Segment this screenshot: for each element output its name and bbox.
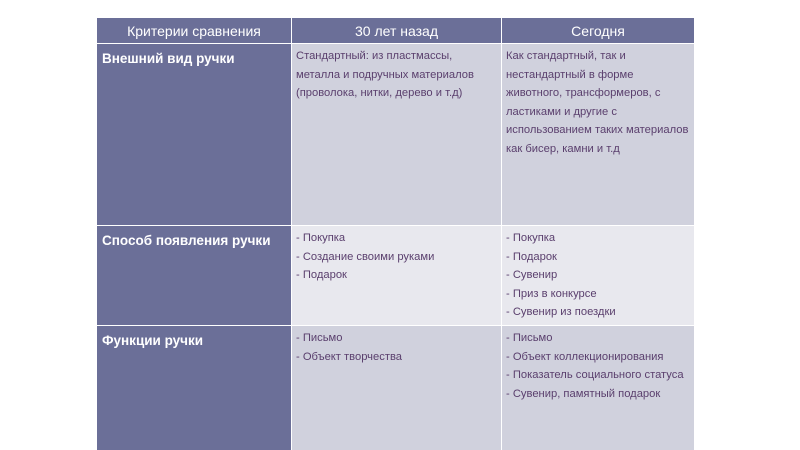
header-today: Сегодня (502, 18, 695, 44)
list-item: - Письмо (506, 332, 553, 344)
cell-origin-now (502, 226, 695, 326)
row-criterion-functions: Функции ручки (97, 326, 292, 450)
comparison-table (96, 17, 695, 450)
list-item: - Приз в конкурсе (506, 287, 597, 300)
list-item: - Покупка (506, 232, 556, 244)
cell-appearance-now (502, 44, 695, 226)
list-item: - Показатель социального статуса (506, 369, 684, 381)
table-row (97, 226, 695, 326)
cell-origin-then (292, 226, 502, 326)
list-item: - Подарок (506, 250, 557, 263)
list-item: - Создание своими руками (296, 250, 435, 263)
list-item: - Сувенир из поездки (506, 306, 616, 318)
row-criterion-origin: Способ появления ручки (97, 226, 292, 326)
table-header-row (97, 18, 695, 44)
cell-functions-now (502, 326, 695, 450)
header-30-years-ago: 30 лет назад (292, 18, 502, 44)
row-criterion-appearance: Внешний вид ручки (97, 44, 292, 226)
list-item: - Объект коллекционирования (506, 350, 664, 363)
list-item: - Сувенир (506, 269, 558, 281)
table-row (97, 44, 695, 226)
list-item: - Объект творчества (296, 350, 402, 363)
cell-functions-then (292, 326, 502, 450)
list-item: - Покупка (296, 232, 346, 244)
header-criteria: Критерии сравнения (97, 18, 292, 44)
cell-text: Стандартный: из пластмассы, металла и подручных материалов (проволока, нитки, дерево и т.д) (296, 50, 474, 99)
table-row (97, 326, 695, 450)
list-item: - Подарок (296, 269, 347, 281)
cell-appearance-then (292, 44, 502, 226)
cell-text: Как стандартный, так и нестандартный в форме животного, трансформеров, с ластиками и другие с использованием таких материалов как бисер, камни и т.д (506, 50, 689, 155)
list-item: - Сувенир, памятный подарок (506, 387, 661, 400)
list-item: - Письмо (296, 332, 343, 344)
